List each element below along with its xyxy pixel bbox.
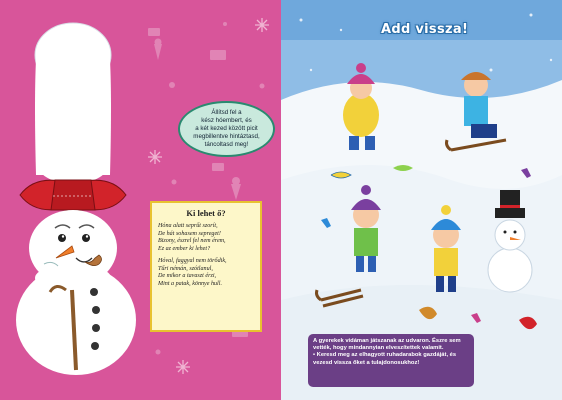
bubble-line: a két kezed között picit bbox=[195, 125, 258, 132]
page-title: Add vissza! bbox=[381, 22, 469, 37]
bubble-line: táncoltasd meg! bbox=[204, 141, 249, 148]
poem-line: Tűri némán, szótlanul, bbox=[158, 265, 213, 272]
poem-line: Bizony, észrel fel nem érem, bbox=[158, 238, 226, 245]
poem-stanza-2 bbox=[158, 258, 254, 289]
instruction-line: vették, hogy mindannyian elveszítettek valamit. bbox=[313, 345, 444, 352]
instructions-box bbox=[308, 334, 474, 387]
scarf-bow bbox=[20, 180, 126, 210]
poem-line: Hóna alatt seprűt szorít, bbox=[158, 223, 218, 229]
riddle-poem-box bbox=[150, 201, 262, 332]
poem-line: De mikor a tavaszt érzi, bbox=[158, 273, 217, 280]
right-page bbox=[281, 0, 562, 400]
pawn-icon bbox=[231, 184, 241, 200]
instruction-line: A gyerekek vidáman játszanak az udvaron. Észre sem bbox=[313, 338, 461, 344]
lego-brick-icon bbox=[210, 50, 226, 60]
poem-line: Mint a patak, könnye hull. bbox=[158, 280, 222, 287]
speech-bubble bbox=[178, 101, 275, 157]
lego-brick-icon bbox=[212, 163, 224, 171]
poem-line: Ez az ember ki lehet? bbox=[158, 246, 211, 253]
bubble-line: kész hóembert, és bbox=[201, 117, 252, 124]
instruction-line: vezesd vissza őket a tulajdonosukhoz! bbox=[313, 359, 420, 366]
pawn-icon bbox=[154, 44, 162, 60]
poem-line: Hóval, faggyal nem törődik, bbox=[158, 257, 227, 264]
instruction-line: • Keresd meg az elhagyott ruhadarabok gazdáját, és bbox=[313, 352, 457, 359]
snowman-cutout bbox=[0, 0, 140, 400]
bubble-line: megbillentve hintáztasd, bbox=[193, 133, 260, 140]
poem-line: De hát sohasem sepreget! bbox=[158, 230, 221, 237]
lego-brick-icon bbox=[148, 28, 160, 36]
poem-stanza-1 bbox=[158, 223, 254, 254]
poem-title: Ki lehet ő? bbox=[186, 208, 226, 218]
bubble-line: Állítsd fel a bbox=[211, 109, 242, 116]
